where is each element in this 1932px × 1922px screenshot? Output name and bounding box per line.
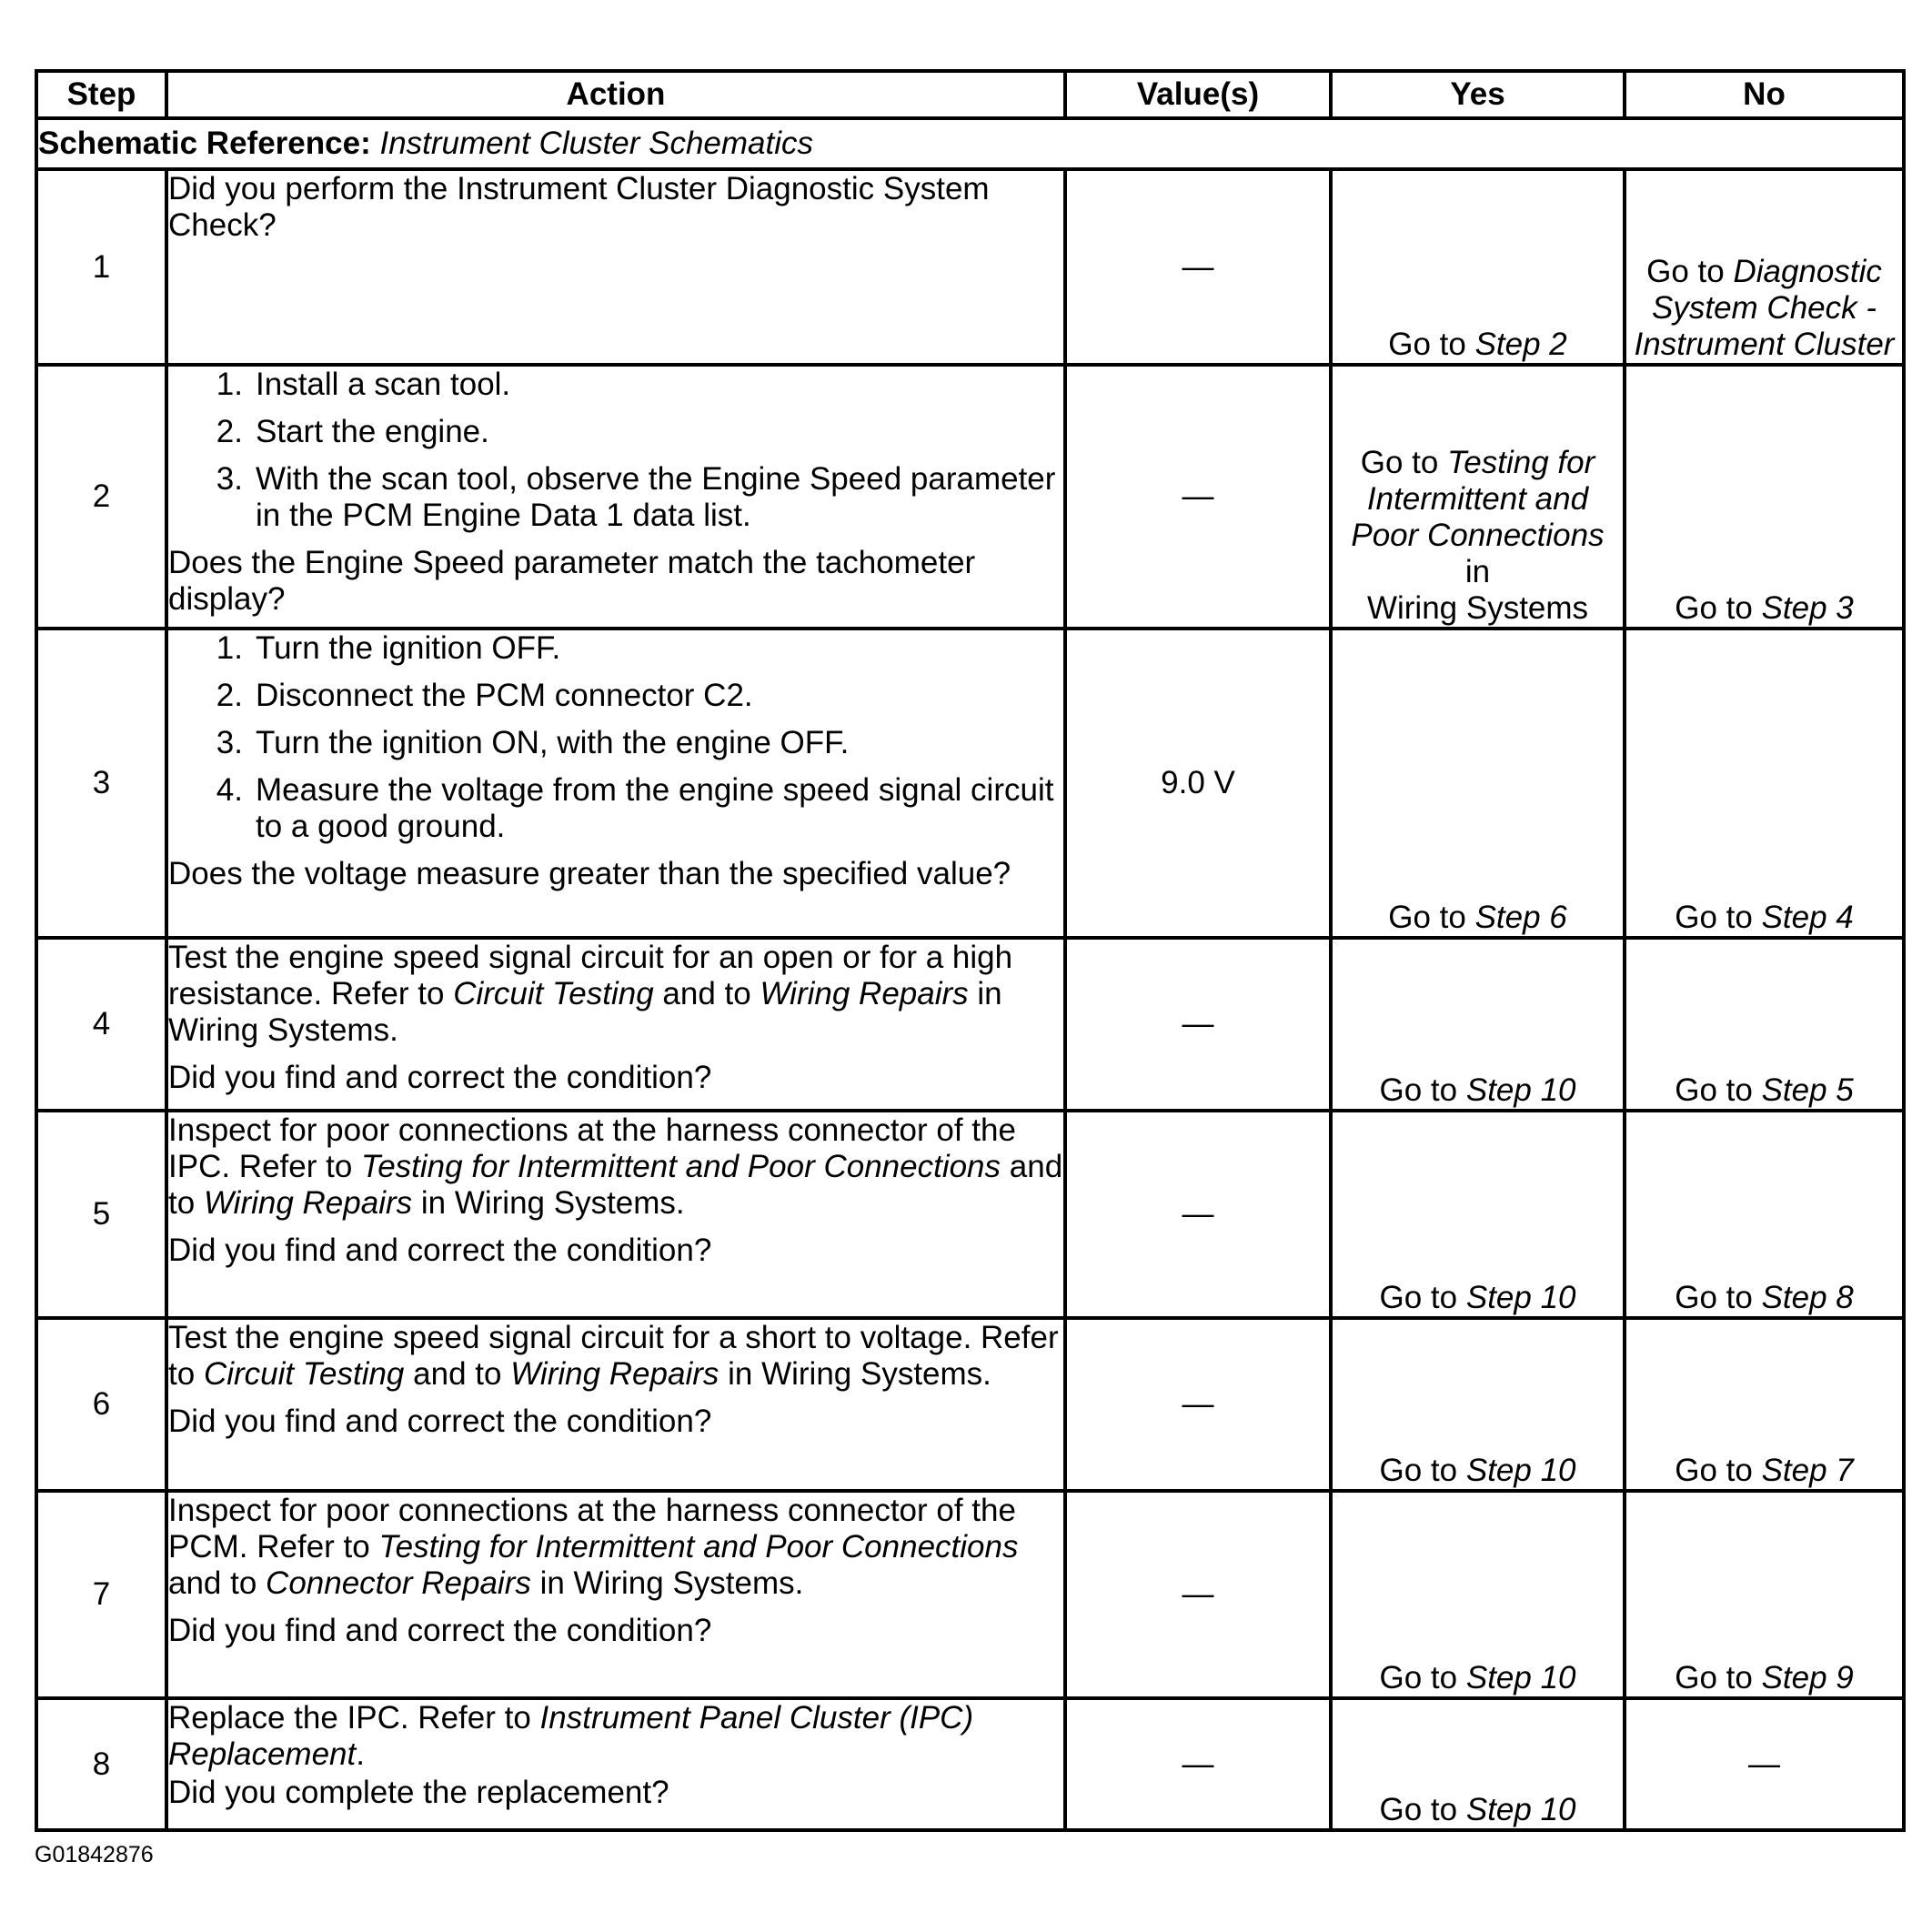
step-number: 7 [36, 1491, 166, 1698]
list-item [168, 461, 1063, 534]
reference-link[interactable]: Wiring Repairs [510, 1356, 719, 1392]
no-link[interactable]: Step 7 [1761, 1453, 1854, 1488]
yes-link[interactable]: Step 6 [1474, 900, 1567, 935]
list-text: Start the engine. [256, 414, 489, 449]
no-prefix: Go to [1675, 1660, 1753, 1696]
yes-cell [1331, 1698, 1625, 1830]
reference-link[interactable]: Circuit Testing [453, 976, 654, 1011]
no-link[interactable]: Step 3 [1761, 590, 1854, 626]
no-link[interactable]: Step 4 [1761, 900, 1854, 935]
instruction-list [168, 367, 1063, 534]
yes-link[interactable]: Step 10 [1465, 1660, 1576, 1696]
value-cell: — [1065, 1111, 1331, 1318]
schematic-reference [36, 118, 1904, 169]
table-row [36, 1111, 1904, 1318]
action-question: Does the voltage measure greater than the specified value? [168, 856, 1011, 891]
action-cell [166, 1111, 1065, 1318]
no-cell [1625, 938, 1904, 1111]
action-text: and to [168, 1565, 257, 1601]
step-number: 2 [36, 365, 166, 629]
no-prefix: Go to [1675, 1280, 1753, 1315]
action-text: in Wiring Systems. [728, 1356, 991, 1392]
header-yes: Yes [1331, 71, 1625, 118]
no-link[interactable]: Diagnostic System Check - Instrument Cluster [1634, 254, 1895, 362]
action-paragraph [168, 1320, 1063, 1393]
no-link[interactable]: Step 5 [1761, 1072, 1854, 1108]
reference-link[interactable]: Connector Repairs [266, 1565, 531, 1601]
action-text: . [356, 1736, 365, 1772]
value-cell: — [1065, 1698, 1331, 1830]
yes-prefix: Go to [1379, 1660, 1458, 1696]
reference-link[interactable]: Wiring Repairs [203, 1185, 413, 1221]
yes-cell [1331, 169, 1625, 365]
list-number: 1. [216, 367, 243, 402]
action-question: Did you find and correct the condition? [168, 1060, 712, 1095]
action-text: Inspect for poor connections at the harness connector of the IPC. Refer to [168, 1112, 1016, 1184]
header-no: No [1625, 71, 1904, 118]
list-number: 3. [216, 725, 243, 760]
action-text: and to [168, 1149, 1063, 1221]
yes-prefix: Go to [1379, 1072, 1458, 1108]
yes-prefix: Go to [1388, 327, 1466, 362]
list-text: Turn the ignition OFF. [256, 630, 561, 666]
list-text: Turn the ignition ON, with the engine OFF. [256, 725, 850, 760]
yes-cell [1331, 1491, 1625, 1698]
action-question: Did you perform the Instrument Cluster Diagnostic System Check? [168, 171, 990, 243]
list-number: 1. [216, 630, 243, 666]
action-text: and to [662, 976, 751, 1011]
no-cell [1625, 1491, 1904, 1698]
list-number: 4. [216, 772, 243, 808]
header-values: Value(s) [1065, 71, 1331, 118]
yes-cell [1331, 629, 1625, 938]
table-row [36, 365, 1904, 629]
action-cell [166, 169, 1065, 365]
reference-link[interactable]: Testing for Intermittent and Poor Connections [378, 1529, 1019, 1565]
table-row [36, 1698, 1904, 1830]
action-question: Did you complete the replacement? [168, 1775, 669, 1810]
action-cell [166, 365, 1065, 629]
yes-cell [1331, 1111, 1625, 1318]
list-item [168, 414, 1063, 450]
list-text: Measure the voltage from the engine speed signal circuit to a good ground. [256, 772, 1054, 844]
action-paragraph [168, 1700, 1063, 1773]
value-cell: — [1065, 938, 1331, 1111]
yes-suffix-2: Wiring Systems [1366, 590, 1589, 626]
no-cell [1625, 365, 1904, 629]
action-text: Inspect for poor connections at the harness connector of the PCM. Refer to [168, 1493, 1016, 1565]
yes-link[interactable]: Step 10 [1465, 1792, 1576, 1827]
step-number: 1 [36, 169, 166, 365]
no-link[interactable]: Step 8 [1761, 1280, 1854, 1315]
table-row [36, 169, 1904, 365]
yes-link[interactable]: Step 2 [1474, 327, 1567, 362]
value-cell: 9.0 V [1065, 629, 1331, 938]
reference-link[interactable]: Circuit Testing [203, 1356, 405, 1392]
action-cell [166, 629, 1065, 938]
action-text: Replace the IPC. Refer to [168, 1700, 531, 1736]
value-cell: — [1065, 1491, 1331, 1698]
table-row [36, 1318, 1904, 1491]
action-paragraph [168, 1493, 1063, 1602]
yes-cell [1331, 1318, 1625, 1491]
no-cell [1625, 1318, 1904, 1491]
step-number: 5 [36, 1111, 166, 1318]
step-number: 8 [36, 1698, 166, 1830]
header-step: Step [36, 71, 166, 118]
list-item [168, 725, 1063, 761]
yes-link[interactable]: Step 10 [1465, 1280, 1576, 1315]
reference-value: Instrument Cluster Schematics [379, 126, 814, 161]
table-row [36, 1491, 1904, 1698]
no-prefix: Go to [1675, 590, 1753, 626]
action-paragraph [168, 940, 1063, 1049]
yes-link[interactable]: Testing for Intermittent and Poor Connections [1351, 445, 1605, 553]
yes-link[interactable]: Step 10 [1465, 1453, 1576, 1488]
action-question: Did you find and correct the condition? [168, 1404, 712, 1439]
list-text: Install a scan tool. [256, 367, 511, 402]
step-number: 3 [36, 629, 166, 938]
action-text: Test the engine speed signal circuit for a short to voltage. Refer to [168, 1320, 1059, 1392]
list-number: 2. [216, 414, 243, 449]
yes-prefix: Go to [1379, 1453, 1458, 1488]
step-number: 6 [36, 1318, 166, 1491]
yes-prefix: Go to [1388, 900, 1466, 935]
header-row [36, 71, 1904, 118]
reference-link[interactable]: Testing for Intermittent and Poor Connections [361, 1149, 1001, 1184]
no-link[interactable]: Step 9 [1761, 1660, 1854, 1696]
reference-link[interactable]: Wiring Repairs [760, 976, 969, 1011]
list-item [168, 678, 1063, 714]
no-prefix: Go to [1646, 254, 1725, 289]
instruction-list [168, 630, 1063, 845]
yes-prefix: Go to [1360, 445, 1439, 480]
no-prefix: Go to [1675, 1072, 1753, 1108]
list-item [168, 772, 1063, 845]
action-cell [166, 1318, 1065, 1491]
action-paragraph [168, 1112, 1063, 1222]
action-question: Does the Engine Speed parameter match the tachometer display? [168, 545, 976, 617]
list-item [168, 630, 1063, 667]
list-item [168, 367, 1063, 403]
table-row [36, 629, 1904, 938]
action-cell [166, 938, 1065, 1111]
list-number: 2. [216, 678, 243, 713]
no-prefix: Go to [1675, 900, 1753, 935]
list-number: 3. [216, 461, 243, 497]
reference-label: Schematic Reference: [38, 126, 371, 161]
yes-cell [1331, 938, 1625, 1111]
value-cell: — [1065, 365, 1331, 629]
header-action: Action [166, 71, 1065, 118]
list-text: Disconnect the PCM connector C2. [256, 678, 753, 713]
reference-link[interactable]: Instrument Panel Cluster (IPC) Replacement [168, 1700, 974, 1772]
action-text: Test the engine speed signal circuit for an open or for a high resistance. Refer to [168, 940, 1013, 1011]
no-cell [1625, 1111, 1904, 1318]
action-question: Did you find and correct the condition? [168, 1233, 712, 1268]
list-text: With the scan tool, observe the Engine Speed parameter in the PCM Engine Data 1 data list. [256, 461, 1056, 533]
yes-link[interactable]: Step 10 [1465, 1072, 1576, 1108]
action-cell [166, 1491, 1065, 1698]
yes-cell [1331, 365, 1625, 629]
step-number: 4 [36, 938, 166, 1111]
action-cell [166, 1698, 1065, 1830]
yes-prefix: Go to [1379, 1792, 1458, 1827]
table-row [36, 938, 1904, 1111]
reference-row [36, 118, 1904, 169]
no-cell: — [1625, 1698, 1904, 1830]
value-cell: — [1065, 1318, 1331, 1491]
value-cell: — [1065, 169, 1331, 365]
action-text: in Wiring Systems. [420, 1185, 685, 1221]
no-cell [1625, 169, 1904, 365]
no-prefix: Go to [1675, 1453, 1753, 1488]
action-text: in Wiring Systems. [539, 1565, 804, 1601]
no-cell [1625, 629, 1904, 938]
action-text: and to [413, 1356, 502, 1392]
action-text: in Wiring Systems. [168, 976, 1002, 1048]
action-question: Did you find and correct the condition? [168, 1613, 712, 1648]
figure-id: G01842876 [35, 1842, 154, 1867]
yes-suffix: in [1464, 554, 1491, 589]
diagnostic-table [35, 69, 1906, 1832]
yes-prefix: Go to [1379, 1280, 1458, 1315]
